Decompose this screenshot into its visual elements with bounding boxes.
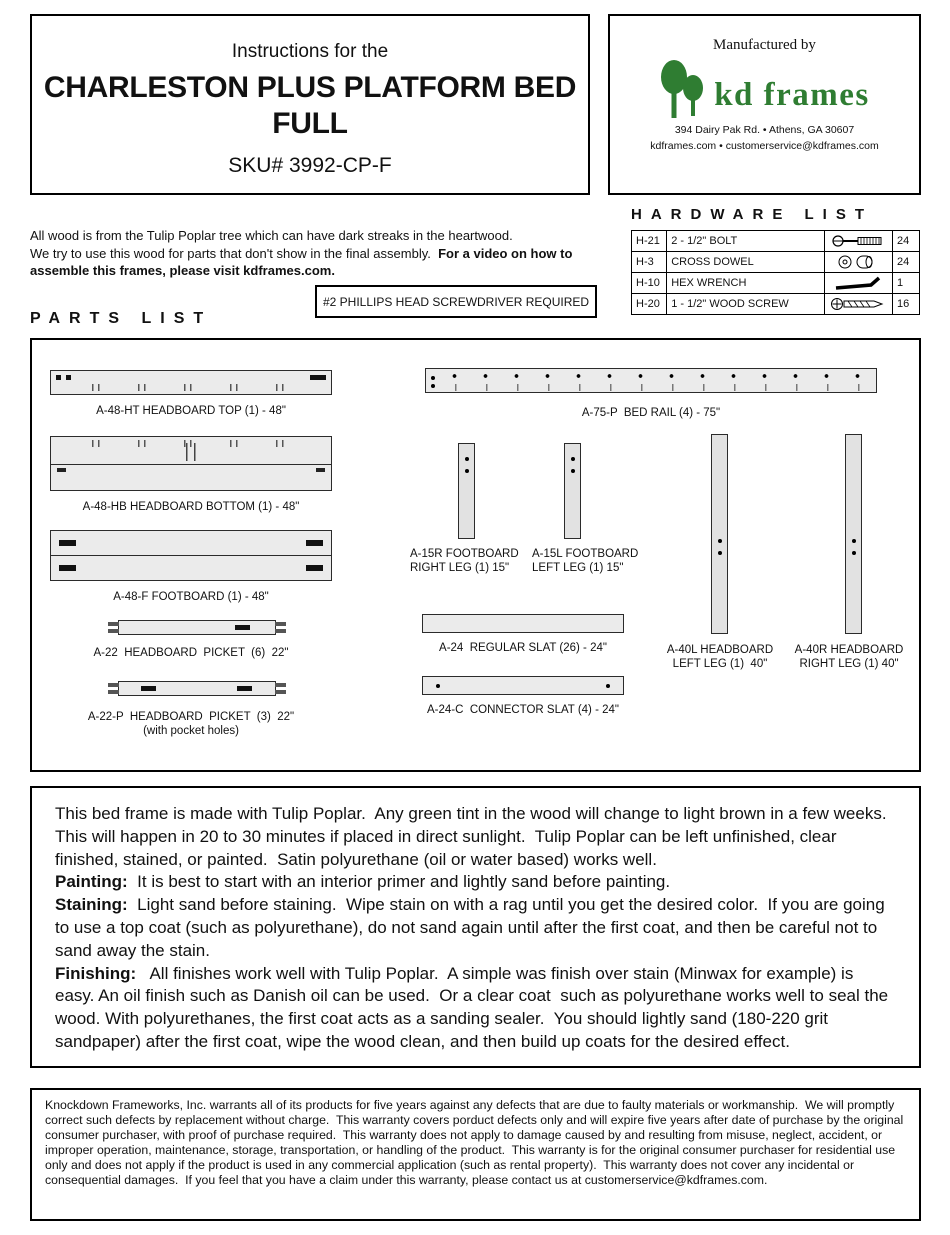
brand-contact: kdframes.com • customerservice@kdframes.com — [650, 140, 879, 152]
part-footboard-upper-diagram — [50, 530, 332, 556]
trees-icon — [659, 59, 705, 126]
part-headboard-bottom-lower-diagram — [50, 464, 332, 491]
part-footboard-left-leg-diagram — [564, 443, 581, 539]
staining-label: Staining: — [55, 895, 128, 915]
hardware-row — [632, 294, 920, 315]
hardware-row — [632, 231, 920, 252]
part-headboard-top-diagram — [50, 370, 332, 395]
pocket-holes-note: (with pocket holes) — [143, 725, 239, 737]
part-label-footboard-right-leg: A-15R FOOTBOARD RIGHT LEG (1) 15" — [410, 548, 519, 574]
cross-dowel-icon — [824, 252, 892, 273]
part-connector-slat-diagram — [422, 676, 624, 695]
hardware-list-title: HARDWARE LIST — [631, 206, 873, 223]
hardware-id: H-20 — [632, 294, 667, 315]
part-label-footboard: A-48-F FOOTBOARD (1) - 48" — [113, 591, 269, 603]
part-label-picket: A-22 HEADBOARD PICKET (6) 22" — [93, 647, 289, 659]
hardware-id: H-10 — [632, 273, 667, 294]
hardware-id: H-21 — [632, 231, 667, 252]
finishing-instructions-box — [30, 786, 921, 1068]
part-label-bed-rail: A-75-P BED RAIL (4) - 75" — [581, 407, 721, 419]
hardware-qty: 24 — [893, 252, 920, 273]
part-footboard-lower-diagram — [50, 555, 332, 581]
wood-screw-icon — [824, 294, 892, 315]
intro-bold-note: For a video on how to assemble this frames, please visit kdframes.com. — [30, 245, 577, 279]
parts-list-title: PARTS LIST — [30, 310, 213, 327]
part-label-regular-slat: A-24 REGULAR SLAT (26) - 24" — [439, 642, 607, 654]
part-label-connector-slat: A-24-C CONNECTOR SLAT (4) - 24" — [427, 704, 619, 716]
hardware-name: CROSS DOWEL — [667, 252, 824, 273]
warranty-text: Knockdown Frameworks, Inc. warrants all of its products for five years against any defects that are due to faulty materials or workmanship. We will promptly correct such defects by replacement without charge. This warranty covers porduct defects only and will expire five years after date of purchase by the original consumer purchaser, with proof of purchase required. This warranty does not apply to damage caused by and resulting from misuse, neglect, accident, or improper operation, maintenance, storage, transportation, or handling of the product. This warranty is for the original consumer purchaser for residential use only and does not apply if the product is used in any commercial application (such as rental property). This warranty does not cover any incidental or consequential damages. If you feel that you have a claim under this warranty, please contact us at customerservice@kdframes.com. — [45, 1098, 907, 1187]
intro-paragraph: All wood is from the Tulip Poplar tree which can have dark streaks in the heartwood. We try to use this wood for parts that don't show in the final assembly. For a video on how to assemble this frames, please visit kdframes.com. — [30, 228, 577, 279]
hardware-name: 2 - 1/2" BOLT — [667, 231, 824, 252]
part-label-picket-pocket: A-22-P HEADBOARD PICKET (3) 22" (with pocket holes) — [87, 711, 295, 737]
sku-label: SKU# 3992-CP-F — [228, 154, 392, 177]
instructions-for-label: Instructions for the — [231, 41, 389, 62]
parts-list-box — [30, 338, 921, 772]
painting-label: Painting: — [55, 872, 128, 892]
hardware-name: 1 - 1/2" WOOD SCREW — [667, 294, 824, 315]
part-label-headboard-right-leg: A-40R HEADBOARD RIGHT LEG (1) 40" — [794, 644, 904, 670]
hardware-name: HEX WRENCH — [667, 273, 824, 294]
part-label-footboard-left-leg: A-15L FOOTBOARD LEFT LEG (1) 15" — [532, 548, 639, 574]
tool-note-box — [315, 285, 597, 318]
part-headboard-left-leg-diagram — [711, 434, 728, 634]
painting-text: It is best to start with an interior primer and lightly sand before painting. — [127, 872, 671, 892]
hardware-qty: 1 — [893, 273, 920, 294]
hardware-row — [632, 252, 920, 273]
part-regular-slat-diagram — [422, 614, 624, 633]
finishing-label: Finishing: — [55, 963, 137, 983]
part-bed-rail-diagram — [425, 368, 877, 393]
finishing-text: All finishes work well with Tulip Poplar. A simple was finish over stain (Minwax for example) is easy. An oil finish such as Danish oil can be used. Or a clear coat such as polyurethane works well to seal the wood. With polyurethanes, the first coat acts as a sanding sealer. You should lightly sand (180-220 grit sandpaper) after the first coat, wipe the wood clean, and then build up coats for the desired effect. — [55, 963, 893, 1051]
hardware-list — [631, 206, 920, 315]
brand-logo — [610, 59, 919, 123]
part-picket-pocket-diagram — [118, 681, 276, 696]
part-headboard-right-leg-diagram — [845, 434, 862, 634]
warranty-box — [30, 1088, 921, 1221]
brand-address: 394 Dairy Pak Rd. • Athens, GA 30607 — [674, 124, 855, 136]
part-picket-diagram — [118, 620, 276, 635]
part-footboard-right-leg-diagram — [458, 443, 475, 539]
bolt-icon — [824, 231, 892, 252]
part-label-headboard-top: A-48-HT HEADBOARD TOP (1) - 48" — [96, 405, 286, 417]
hardware-qty: 16 — [893, 294, 920, 315]
hardware-row — [632, 273, 920, 294]
brand-box — [608, 14, 921, 195]
hardware-id: H-3 — [632, 252, 667, 273]
part-label-headboard-bottom: A-48-HB HEADBOARD BOTTOM (1) - 48" — [82, 501, 300, 513]
finishing-intro: This bed frame is made with Tulip Poplar. Any green tint in the wood will change to light brown in a few weeks. This will happen in 20 to 30 minutes if placed in direct sunlight. Tulip Poplar can be left unfinished, clear finished, stained, or painted. Satin polyurethane (oil or water based) works well. — [55, 804, 896, 869]
staining-text: Light sand before staining. Wipe stain on with a rag until you get the desired color. If you are going to use a top coat (such as polyurethane), do not sand again until after the first coat, and then be careful not to sand away the stain. — [55, 895, 890, 960]
hex-wrench-icon — [824, 273, 892, 294]
hardware-table — [631, 230, 920, 315]
tool-note: #2 PHILLIPS HEAD SCREWDRIVER REQUIRED — [322, 294, 590, 309]
brand-name: kd frames — [714, 77, 870, 113]
part-label-headboard-left-leg: A-40L HEADBOARD LEFT LEG (1) 40" — [666, 644, 774, 670]
manufactured-by-label: Manufactured by — [713, 37, 816, 53]
product-title: CHARLESTON PLUS PLATFORM BED FULL — [43, 71, 577, 140]
hardware-qty: 24 — [893, 231, 920, 252]
title-box — [30, 14, 590, 195]
part-headboard-bottom-upper-diagram — [50, 436, 332, 465]
